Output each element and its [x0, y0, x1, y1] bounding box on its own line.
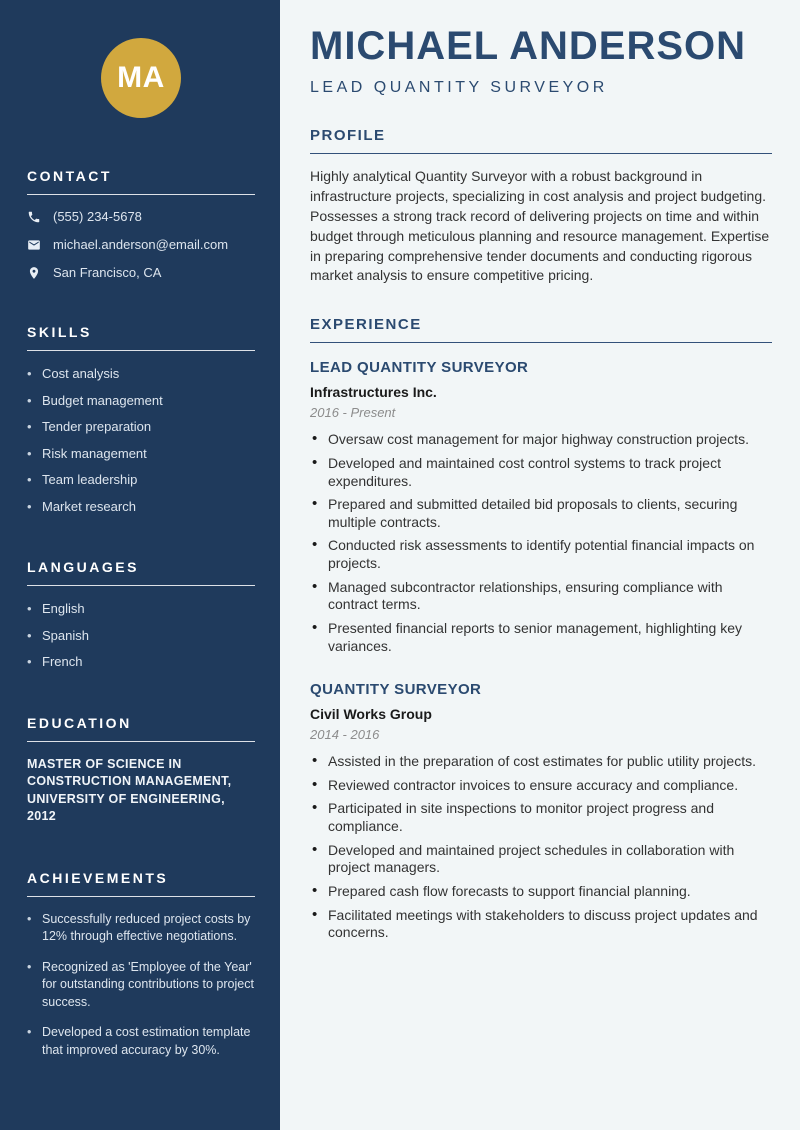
email-icon — [27, 238, 41, 252]
job-bullets — [310, 753, 772, 942]
achievement-item: • Successfully reduced project costs by 12% through effective negotiations. — [27, 911, 255, 946]
job-bullet: • Prepared cash flow forecasts to support financial planning. — [310, 883, 772, 901]
job-bullet: • Oversaw cost management for major highway construction projects. — [310, 431, 772, 449]
achievements-heading: ACHIEVEMENTS — [27, 869, 169, 886]
education-text: MASTER OF SCIENCE IN CONSTRUCTION MANAGEMENT, UNIVERSITY OF ENGINEERING, 2012 — [27, 756, 232, 824]
job-dates: 2014 - 2016 — [310, 727, 380, 743]
job-bullet: • Presented financial reports to senior management, highlighting key variances. — [310, 620, 772, 655]
achievement-item: • Developed a cost estimation template that improved accuracy by 30%. — [27, 1024, 255, 1059]
languages-divider — [27, 585, 255, 586]
education-heading: EDUCATION — [27, 714, 132, 731]
achievements-section — [27, 870, 255, 1060]
profile-heading: PROFILE — [310, 127, 386, 144]
job-entry — [310, 359, 772, 655]
skill-item: • Budget management — [27, 392, 255, 410]
job-bullet: • Developed and maintained cost control systems to track project expenditures. — [310, 455, 772, 490]
contact-section — [27, 168, 255, 280]
job-bullet: • Developed and maintained project schedules in collaboration with project managers. — [310, 842, 772, 877]
languages-section — [27, 559, 255, 671]
achievements-list — [27, 911, 255, 1060]
skill-item: • Cost analysis — [27, 365, 255, 383]
achievement-item: • Recognized as 'Employee of the Year' for outstanding contributions to project success. — [27, 959, 255, 1012]
contact-row-phone — [27, 209, 255, 224]
experience-heading: EXPERIENCE — [310, 316, 422, 334]
job-role: QUANTITY SURVEYOR — [310, 681, 482, 699]
job-role: LEAD QUANTITY SURVEYOR — [310, 359, 529, 377]
contact-heading: CONTACT — [27, 168, 112, 184]
contact-divider — [27, 194, 255, 195]
job-bullet: • Reviewed contractor invoices to ensure accuracy and compliance. — [310, 777, 772, 795]
job-bullet: • Prepared and submitted detailed bid proposals to clients, securing multiple contracts. — [310, 496, 772, 531]
email-value: michael.anderson@email.com — [53, 237, 229, 252]
avatar — [101, 38, 181, 118]
contact-row-email — [27, 237, 255, 252]
job-bullet: • Managed subcontractor relationships, ensuring compliance with contract terms. — [310, 579, 772, 614]
contact-row-location — [27, 265, 255, 280]
main-content — [280, 0, 800, 1130]
languages-heading: LANGUAGES — [27, 559, 139, 576]
skill-item: • Tender preparation — [27, 418, 255, 436]
sidebar — [0, 0, 280, 1130]
phone-value: (555) 234-5678 — [53, 209, 142, 224]
job-dates: 2016 - Present — [310, 405, 396, 421]
avatar-initials: MA — [117, 61, 165, 94]
education-divider — [27, 741, 255, 742]
skills-section — [27, 324, 255, 515]
profile-section — [310, 127, 772, 286]
job-bullet: • Conducted risk assessments to identify potential financial impacts on projects. — [310, 537, 772, 572]
language-item: • English — [27, 600, 255, 618]
skills-heading: SKILLS — [27, 324, 92, 340]
experience-divider — [310, 342, 772, 343]
education-section — [27, 715, 255, 826]
location-value: San Francisco, CA — [53, 265, 162, 280]
language-item: • French — [27, 653, 255, 671]
experience-section — [310, 316, 772, 942]
language-item: • Spanish — [27, 627, 255, 645]
person-job-title: LEAD QUANTITY SURVEYOR — [310, 79, 608, 96]
job-bullet: • Facilitated meetings with stakeholders to discuss project updates and concerns. — [310, 907, 772, 942]
phone-icon — [27, 210, 41, 224]
job-entry — [310, 681, 772, 942]
job-company: Infrastructures Inc. — [310, 384, 437, 401]
skills-list — [27, 365, 255, 515]
person-name: MICHAEL ANDERSON — [310, 24, 747, 68]
languages-list — [27, 600, 255, 671]
skill-item: • Market research — [27, 498, 255, 516]
skill-item: • Risk management — [27, 445, 255, 463]
profile-text: Highly analytical Quantity Surveyor with a robust background in infrastructure projects, specializing in cost analysis and project budgeting. Possesses a strong track record of delivering projects on time and within budget through meticulous planning and resource management. Expertise in preparing comprehensive tender documents and conducting rigorous market analysis to ensure competitive pricing. — [310, 168, 770, 284]
location-pin-icon — [27, 266, 41, 280]
skill-item: • Team leadership — [27, 471, 255, 489]
achievements-divider — [27, 896, 255, 897]
skills-divider — [27, 350, 255, 351]
job-company: Civil Works Group — [310, 706, 432, 723]
avatar-wrap — [27, 38, 255, 118]
profile-divider — [310, 153, 772, 154]
job-bullet: • Participated in site inspections to monitor project progress and compliance. — [310, 800, 772, 835]
job-bullets — [310, 431, 772, 655]
job-bullet: • Assisted in the preparation of cost estimates for public utility projects. — [310, 753, 772, 771]
